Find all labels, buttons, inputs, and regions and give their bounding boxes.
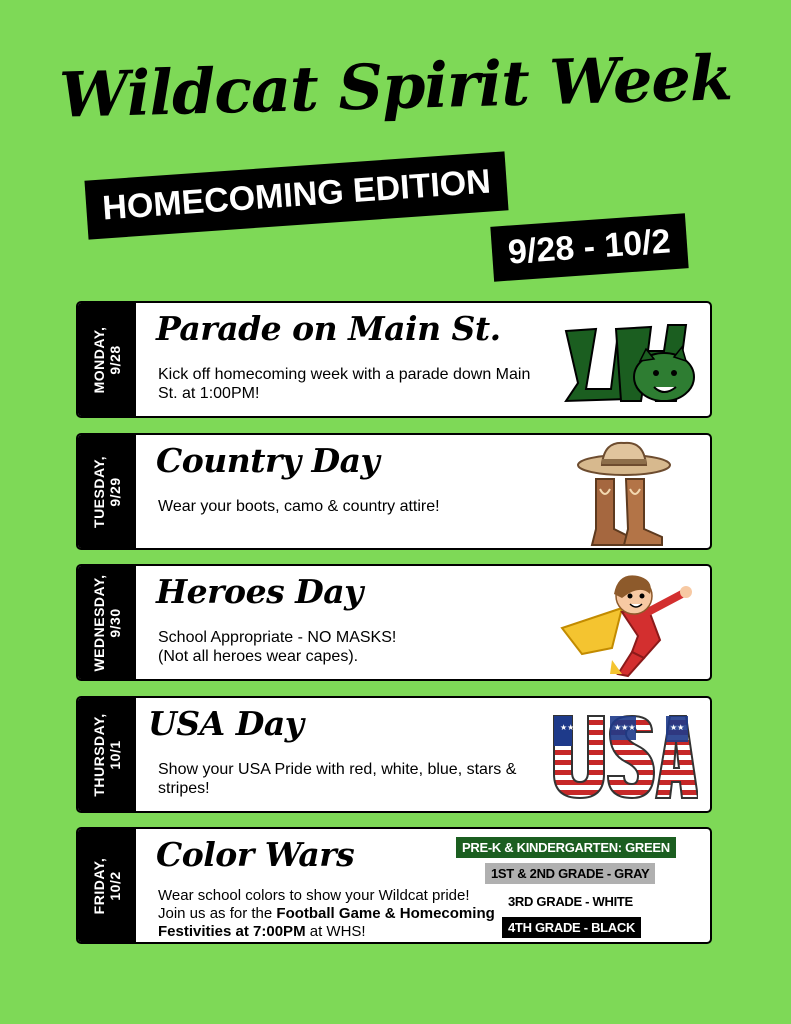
grade-badge-white: 3RD GRADE - WHITE bbox=[502, 891, 639, 912]
dates-banner: 9/28 - 10/2 bbox=[490, 213, 688, 281]
day-date: 9/29 bbox=[107, 476, 123, 507]
day-card-thursday bbox=[76, 696, 712, 813]
day-title: Country Day bbox=[156, 441, 380, 480]
day-tab-wednesday bbox=[78, 566, 136, 679]
day-title: Color Wars bbox=[156, 835, 355, 874]
day-description: Wear your boots, camo & country attire! bbox=[158, 498, 440, 515]
grade-badge-black: 4TH GRADE - BLACK bbox=[502, 917, 641, 938]
day-tab-thursday bbox=[78, 698, 136, 811]
day-name: THURSDAY, bbox=[91, 712, 107, 797]
svg-text:★★: ★★ bbox=[560, 723, 575, 732]
day-tab-tuesday bbox=[78, 435, 136, 548]
day-card-wednesday bbox=[76, 564, 712, 681]
day-card-monday bbox=[76, 301, 712, 418]
day-description bbox=[158, 628, 538, 666]
day-name: MONDAY, bbox=[91, 326, 107, 393]
day-description bbox=[158, 887, 498, 941]
day-name: TUESDAY, bbox=[91, 455, 107, 528]
day-date: 9/30 bbox=[107, 607, 123, 638]
day-title: USA Day bbox=[148, 704, 304, 743]
cowboy-hat-boots-icon bbox=[574, 437, 678, 549]
grade-badge-green: PRE-K & KINDERGARTEN: GREEN bbox=[456, 837, 676, 858]
edition-banner: HOMECOMING EDITION bbox=[84, 151, 508, 239]
day-title: Heroes Day bbox=[156, 572, 363, 611]
day-description: Kick off homecoming week with a parade down Main St. at 1:00PM! bbox=[158, 366, 531, 402]
day-card-tuesday bbox=[76, 433, 712, 550]
description-line: School Appropriate - NO MASKS! bbox=[158, 629, 397, 646]
day-description: Show your USA Pride with red, white, blue, stars & stripes! bbox=[158, 761, 517, 797]
day-name: WEDNESDAY, bbox=[91, 573, 107, 672]
grade-badge-gray: 1ST & 2ND GRADE - GRAY bbox=[485, 863, 655, 884]
day-name: FRIDAY, bbox=[91, 857, 107, 914]
day-title: Parade on Main St. bbox=[156, 309, 501, 348]
page-title: Wildcat Spirit Week bbox=[58, 41, 733, 132]
superhero-icon bbox=[552, 568, 702, 680]
wildcat-logo-icon bbox=[556, 311, 706, 411]
day-date: 9/28 bbox=[107, 344, 123, 375]
day-tab-friday bbox=[78, 829, 136, 942]
day-date: 10/1 bbox=[107, 739, 123, 770]
day-tab-monday bbox=[78, 303, 136, 416]
day-card-friday bbox=[76, 827, 712, 944]
svg-text:★★★: ★★★ bbox=[614, 723, 636, 732]
description-text: Wear school colors to show your Wildcat pride! Join us as for the bbox=[158, 887, 470, 922]
description-text: at WHS! bbox=[305, 923, 366, 940]
svg-text:★★: ★★ bbox=[670, 723, 685, 732]
usa-flag-letters-icon bbox=[548, 710, 698, 802]
description-line: (Not all heroes wear capes). bbox=[158, 648, 359, 665]
day-date: 10/2 bbox=[107, 870, 123, 901]
description-bold: Football Game & Homecoming Festivities at 7:00PM bbox=[158, 905, 495, 940]
